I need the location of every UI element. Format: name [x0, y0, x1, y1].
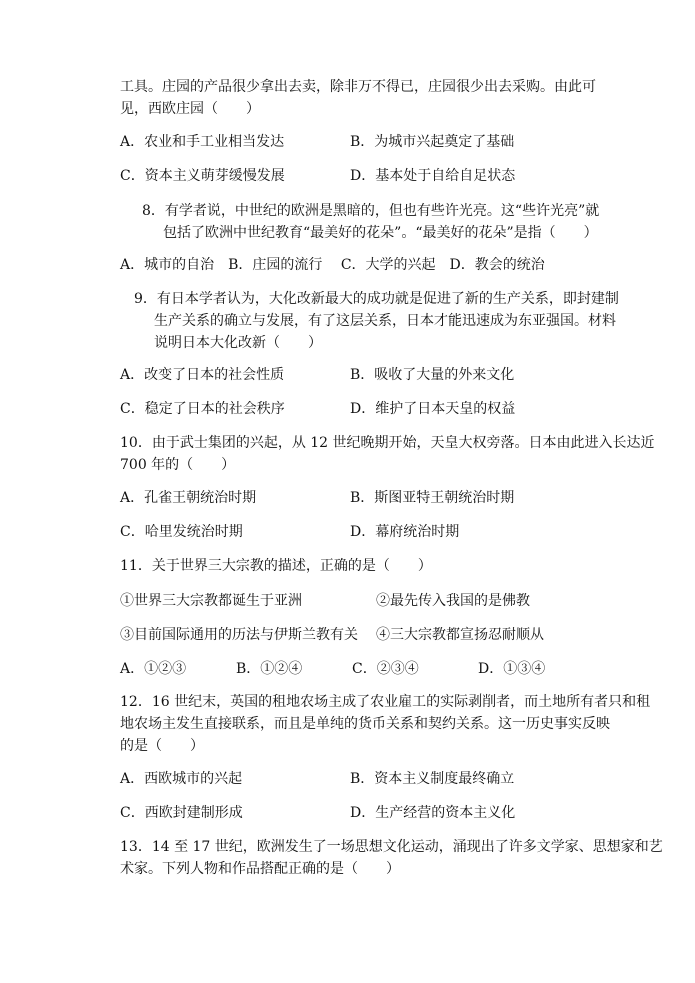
q9-text-line1: 9．有日本学者认为，大化改新最大的成功就是促进了新的生产关系，即封建制: [134, 291, 619, 307]
q10-text-line1: 10．由于武士集团的兴起，从 12 世纪晚期开始，天皇大权旁落。日本由此进入长达近: [120, 435, 655, 451]
q11-option-a: A．①②③: [120, 661, 187, 677]
q8-text-line1: 8．有学者说，中世纪的欧洲是黑暗的，但也有些许光亮。这“些许光亮”就: [142, 203, 600, 219]
q12-option-a: A．西欧城市的兴起: [120, 771, 243, 787]
q11-item-1: ①世界三大宗教都诞生于亚洲: [120, 593, 302, 609]
q12-text-line1: 12．16 世纪末，英国的租地农场主成了农业雇工的实际剥削者，而土地所有者只和租: [120, 694, 651, 710]
q11-option-b: B．①②④: [236, 661, 303, 677]
q11-item-4: ④三大宗教都宣扬忍耐顺从: [376, 627, 544, 643]
q7-option-a: A．农业和手工业相当发达: [120, 134, 285, 150]
q8-text-line2: 包括了欧洲中世纪教育“最美好的花朵”。“最美好的花朵”是指（ ）: [163, 225, 598, 241]
q12-option-c: C．西欧封建制形成: [120, 805, 243, 821]
q13-text-line2: 术家。下列人物和作品搭配正确的是（ ）: [120, 861, 400, 877]
q9-option-b: B．吸收了大量的外来文化: [350, 367, 515, 383]
q11-item-3: ③目前国际通用的历法与伊斯兰教有关: [120, 627, 358, 643]
q11-item-2: ②最先传入我国的是佛教: [376, 593, 530, 609]
q9-option-a: A．改变了日本的社会性质: [120, 367, 285, 383]
q7-option-c: C．资本主义萌芽缓慢发展: [120, 168, 285, 184]
q11-text-line1: 11．关于世界三大宗教的描述，正确的是（ ）: [120, 558, 432, 574]
q7-text-line1: 工具。庄园的产品很少拿出去卖，除非万不得已，庄园很少出去采购。由此可: [120, 79, 596, 95]
q7-option-d: D．基本处于自给自足状态: [350, 168, 516, 184]
q8-options: A．城市的自治 B．庄园的流行 C．大学的兴起 D．教会的统治: [120, 257, 545, 273]
q11-option-c: C．②③④: [352, 661, 419, 677]
q12-text-line3: 的是（ ）: [120, 738, 204, 754]
q12-text-line2: 地农场主发生直接联系，而且是单纯的货币关系和契约关系。这一历史事实反映: [120, 716, 610, 732]
q7-option-b: B．为城市兴起奠定了基础: [350, 134, 515, 150]
q11-option-d: D．①③④: [478, 661, 546, 677]
q10-option-a: A．孔雀王朝统治时期: [120, 490, 257, 506]
q7-text-line2: 见，西欧庄园（ ）: [120, 101, 260, 117]
q10-option-c: C．哈里发统治时期: [120, 524, 243, 540]
q9-option-c: C．稳定了日本的社会秩序: [120, 401, 285, 417]
q10-option-b: B．斯图亚特王朝统治时期: [350, 490, 515, 506]
q9-option-d: D．维护了日本天皇的权益: [350, 401, 516, 417]
q10-option-d: D．幕府统治时期: [350, 524, 460, 540]
q12-option-d: D．生产经营的资本主义化: [350, 805, 516, 821]
q9-text-line2: 生产关系的确立与发展，有了这层关系，日本才能迅速成为东亚强国。材料: [154, 313, 616, 329]
q10-text-line2: 700 年的（ ）: [120, 457, 236, 473]
q13-text-line1: 13．14 至 17 世纪，欧洲发生了一场思想文化运动，涌现出了许多文学家、思想家和艺: [120, 839, 663, 855]
q9-text-line3: 说明日本大化改新（ ）: [154, 335, 322, 351]
q12-option-b: B．资本主义制度最终确立: [350, 771, 515, 787]
